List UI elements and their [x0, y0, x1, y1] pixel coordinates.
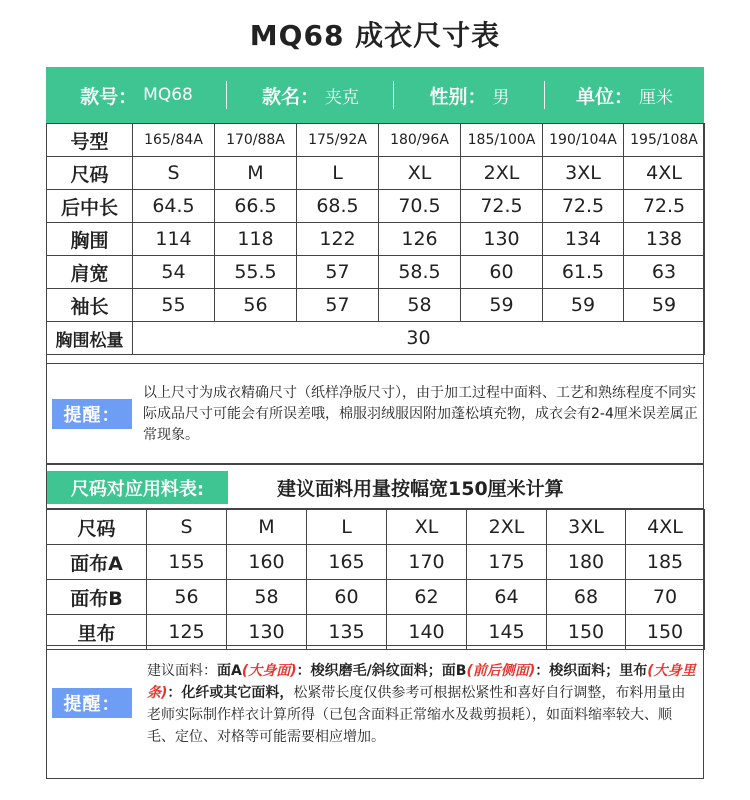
fabric-section-bar: [46, 464, 704, 509]
table-cell: 114: [133, 223, 215, 256]
table-cell: 59: [624, 289, 705, 322]
table-row: [47, 124, 705, 157]
table-cell: 66.5: [215, 190, 297, 223]
table-cell: 130: [227, 615, 307, 650]
table-cell: 60: [307, 580, 387, 615]
table-cell: 59: [461, 289, 543, 322]
fabric-advice-lead: 建议面料：: [147, 663, 217, 679]
table-cell: 3XL: [547, 510, 626, 545]
reminder-text-2: [147, 660, 699, 748]
size-table: [46, 123, 705, 355]
fabric-b-note: (前后侧面): [466, 663, 536, 679]
fabric-table: [46, 509, 705, 650]
table-cell: 4XL: [624, 157, 705, 190]
table-cell: 140: [387, 615, 467, 650]
fabric-section-tag: 尺码对应用料表:: [47, 471, 228, 504]
row-label: 尺码: [47, 510, 147, 545]
row-label: 尺码: [47, 157, 133, 190]
reminder-tag: 提醒：: [52, 399, 132, 429]
style-no-cell: [46, 67, 227, 123]
table-cell: 68: [547, 580, 626, 615]
style-name-cell: [227, 67, 394, 123]
fabric-a-desc: ：梭织磨毛/斜纹面料；面B: [296, 663, 467, 679]
table-cell: 64: [467, 580, 547, 615]
table-row: [47, 580, 705, 615]
table-row: [47, 545, 705, 580]
fabric-a-label: 面A: [217, 663, 242, 679]
table-cell: 180: [547, 545, 626, 580]
table-cell: 122: [297, 223, 379, 256]
table-cell: 72.5: [624, 190, 705, 223]
table-cell: M: [227, 510, 307, 545]
table-cell: 68.5: [297, 190, 379, 223]
reminder-tag-2: 提醒：: [52, 688, 132, 718]
table-cell: 70.5: [379, 190, 461, 223]
table-cell: 61.5: [543, 256, 624, 289]
table-cell: M: [215, 157, 297, 190]
table-cell: 2XL: [467, 510, 547, 545]
table-cell: 126: [379, 223, 461, 256]
table-cell: 72.5: [461, 190, 543, 223]
table-row: [47, 256, 705, 289]
table-cell: 55: [133, 289, 215, 322]
reminder-box-2: [46, 645, 704, 779]
table-cell: 150: [547, 615, 626, 650]
row-label: 后中长: [47, 190, 133, 223]
table-cell: 155: [147, 545, 227, 580]
table-cell: 3XL: [543, 157, 624, 190]
table-cell: XL: [387, 510, 467, 545]
table-cell: 170/88A: [215, 124, 297, 157]
table-cell: 70: [626, 580, 705, 615]
table-cell: 185/100A: [461, 124, 543, 157]
ease-label: 胸围松量: [47, 322, 133, 355]
table-row: [47, 157, 705, 190]
table-cell: L: [307, 510, 387, 545]
unit-label: 单位：: [575, 85, 633, 108]
row-label: 号型: [47, 124, 133, 157]
table-cell: 190/104A: [543, 124, 624, 157]
table-cell: 72.5: [543, 190, 624, 223]
gender-cell: [394, 67, 545, 123]
table-cell: 58: [227, 580, 307, 615]
table-cell: 58: [379, 289, 461, 322]
row-label: 胸围: [47, 223, 133, 256]
fabric-a-note: (大身面): [241, 663, 297, 679]
table-cell: 185: [626, 545, 705, 580]
table-cell: 58.5: [379, 256, 461, 289]
table-cell: 60: [461, 256, 543, 289]
fabric-section-note: 建议面料用量按幅宽150厘米计算: [277, 478, 564, 500]
table-cell: 56: [147, 580, 227, 615]
table-cell: S: [133, 157, 215, 190]
table-cell: 135: [307, 615, 387, 650]
style-name-value: 夹克: [325, 87, 359, 108]
table-cell: 175/92A: [297, 124, 379, 157]
table-cell: 55.5: [215, 256, 297, 289]
row-label: 袖长: [47, 289, 133, 322]
table-cell: 56: [215, 289, 297, 322]
reminder-box: [46, 363, 704, 464]
ease-row: [47, 322, 705, 355]
table-cell: 62: [387, 580, 467, 615]
reminder-text: 以上尺寸为成衣精确尺寸（纸样净版尺寸），由于加工过程中面料、工艺和熟练程度不同实际成品尺寸可能会有所误差哦，棉服羽绒服因附加蓬松填充物，成衣会有2-4厘米误差属正常现象。: [143, 385, 698, 443]
style-name-label: 款名：: [261, 85, 319, 108]
row-label: 里布: [47, 615, 147, 650]
table-cell: 64.5: [133, 190, 215, 223]
lining-desc: ：化纤或其它面料，: [167, 685, 294, 701]
table-cell: 160: [227, 545, 307, 580]
row-label: 面布B: [47, 580, 147, 615]
fabric-b-desc: ：梭织面料；里布: [535, 663, 648, 679]
table-cell: 57: [297, 256, 379, 289]
table-cell: 195/108A: [624, 124, 705, 157]
table-cell: 54: [133, 256, 215, 289]
table-cell: 180/96A: [379, 124, 461, 157]
table-cell: 138: [624, 223, 705, 256]
lining-note: (大身里条): [147, 663, 696, 701]
header-bar: [46, 67, 704, 123]
table-cell: XL: [379, 157, 461, 190]
table-cell: 150: [626, 615, 705, 650]
table-cell: 130: [461, 223, 543, 256]
table-cell: 165/84A: [133, 124, 215, 157]
table-cell: L: [297, 157, 379, 190]
table-row: [47, 510, 705, 545]
table-cell: 125: [147, 615, 227, 650]
table-cell: 4XL: [626, 510, 705, 545]
table-cell: 57: [297, 289, 379, 322]
table-cell: 175: [467, 545, 547, 580]
table-cell: 59: [543, 289, 624, 322]
unit-value: 厘米: [639, 87, 673, 108]
table-cell: S: [147, 510, 227, 545]
ease-value: 30: [133, 322, 705, 355]
row-label: 肩宽: [47, 256, 133, 289]
unit-cell: [545, 67, 704, 123]
table-cell: 63: [624, 256, 705, 289]
table-cell: 2XL: [461, 157, 543, 190]
table-cell: 134: [543, 223, 624, 256]
table-cell: 118: [215, 223, 297, 256]
table-row: [47, 289, 705, 322]
row-label: 面布A: [47, 545, 147, 580]
table-row: [47, 223, 705, 256]
page-title: MQ68 成衣尺寸表: [249, 19, 501, 52]
gender-value: 男: [492, 87, 510, 108]
table-cell: 145: [467, 615, 547, 650]
elastic-note: 松紧带长度仅供参考可根据松紧性和喜好自行调整，布料用量由老师实际制作样衣计算所得（已包含面料正常缩水及裁剪损耗），如面料缩率较大、顺毛、定位、对格等可能需要相应增加。: [147, 685, 686, 745]
table-row: [47, 190, 705, 223]
style-no-label: 款号：: [80, 85, 138, 108]
style-no-value: MQ68: [143, 85, 193, 105]
table-cell: 170: [387, 545, 467, 580]
table-cell: 165: [307, 545, 387, 580]
gender-label: 性别：: [429, 85, 487, 108]
